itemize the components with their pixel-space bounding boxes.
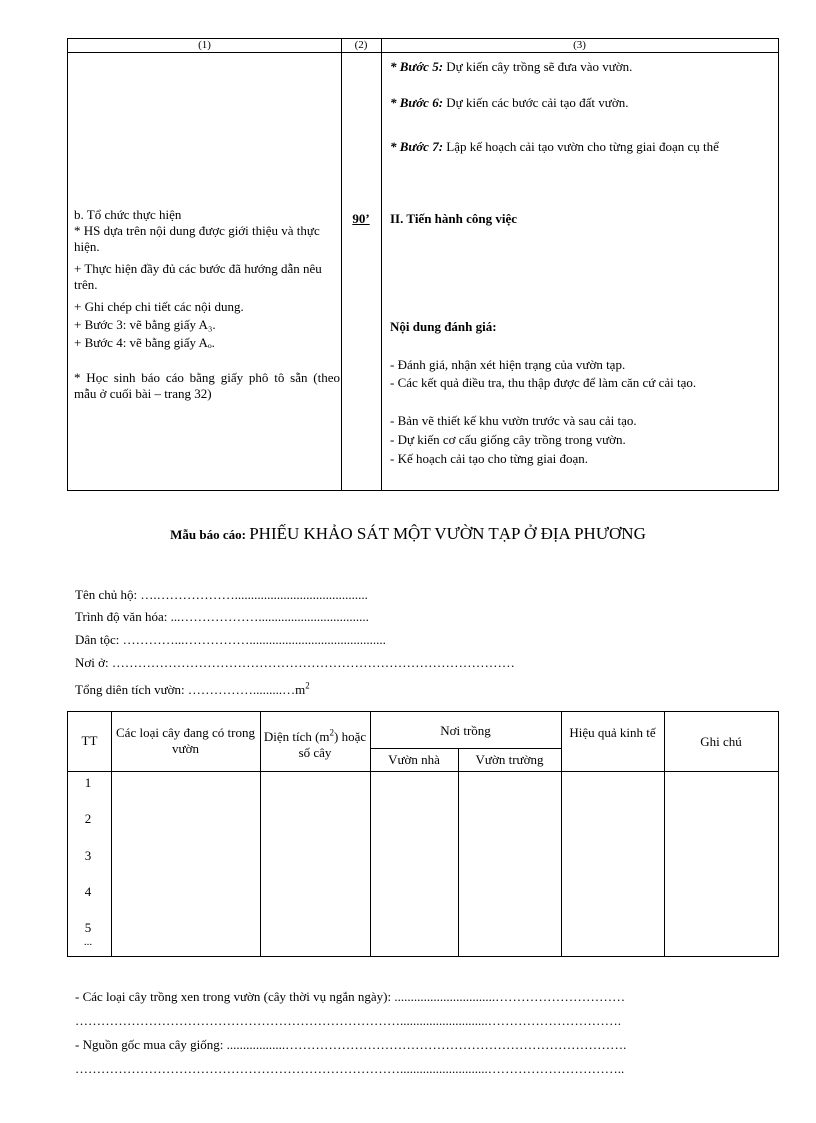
owner-name-field: Tên chủ hộ: ….………………......................................... — [75, 587, 368, 602]
evaluation-item: - Các kết quả điều tra, thu thập được để làm căn cứ cải tạo. — [390, 375, 697, 390]
report-title-main: PHIẾU KHẢO SÁT MỘT VƯỜN TẠP Ở ĐỊA PHƯƠNG — [249, 524, 646, 543]
header-economic-effect: Hiệu quả kinh tế — [569, 725, 656, 740]
row-number: 4 — [84, 884, 92, 899]
ethnicity-field: Dân tộc: …………...…………….......................................... — [75, 632, 386, 647]
evaluation-item: - Kế hoạch cải tạo cho từng giai đoạn. — [390, 451, 589, 466]
section-title: II. Tiến hành công việc — [390, 211, 518, 226]
evaluation-item: - Bản vẽ thiết kế khu vườn trước và sau cải tạo. — [390, 413, 637, 428]
report-note: * Học sinh báo cáo bằng giấy phô tô sẵn (theo mẫu ở cuối bài – trang 32) — [74, 370, 340, 401]
implementation-item: + Thực hiện đầy đủ các bước đã hướng dẫn nêu trên. — [74, 261, 322, 292]
step-7 — [390, 139, 762, 155]
header-plant-types: Các loại cây đang có trong vườn — [116, 725, 255, 756]
header-notes: Ghi chú — [700, 734, 742, 749]
column-divider — [458, 748, 459, 956]
header-subdivider — [370, 748, 561, 749]
survey-table — [67, 711, 779, 957]
implementation-item: + Bước 4: vẽ bằng giấy Aₒ. — [74, 335, 215, 350]
intercrop-line: - Các loại cây trồng xen trong vườn (cây thời vụ ngắn ngày): ...............................………………………… — [75, 989, 626, 1004]
step-text: Dự kiến các bước cải tạo đất vườn. — [443, 95, 629, 110]
evaluation-item: - Dự kiến cơ cấu giống cây trồng trong vườn. — [390, 432, 626, 447]
step-6 — [390, 95, 768, 111]
step-5 — [390, 59, 768, 75]
evaluation-item: - Đánh giá, nhận xét hiện trạng của vườn tạp. — [390, 357, 626, 372]
header-school-garden: Vườn trường — [475, 752, 544, 767]
evaluation-title: Nội dung đánh giá: — [390, 319, 497, 334]
implementation-item: + Ghi chép chi tiết các nội dung. — [74, 299, 244, 314]
activity-table — [67, 38, 779, 491]
implementation-item: + Bước 3: vẽ bằng giấy A₃. — [74, 317, 216, 332]
step-label: * Bước 7: — [390, 139, 444, 154]
address-field: Nơi ở: ………………………………………………………………………………… — [75, 655, 515, 670]
header-area: Diện tích $(m^2)$ hoặc số cây — [263, 728, 367, 761]
header-col-1: (1) — [198, 39, 211, 51]
header-planting-place: Nơi trồng — [440, 723, 491, 738]
column-divider — [381, 39, 382, 490]
seed-source-line: - Nguồn gốc mua cây giống: ..................……………………………………………………………………. — [75, 1037, 627, 1052]
garden-area-text: Tổng diên tích vườn: $\dots\dots\dots\dots\dots.........\dots m^2$ — [75, 681, 310, 698]
header-divider — [68, 52, 778, 53]
step-text: Lập kế hoạch cải tạo vườn cho từng giai đoạn cụ thể — [443, 139, 719, 154]
row-number: ... — [83, 936, 93, 948]
header-home-garden: Vườn nhà — [388, 752, 440, 767]
fill-line: …………………………………………………………………...........................…………………………. — [75, 1013, 621, 1028]
education-field: Trình độ văn hóa: ...……………….................................. — [75, 609, 369, 624]
hs-note: * HS dựa trên nội dung được giới thiệu và thực hiện. — [74, 223, 320, 254]
header-bottom-line — [68, 771, 778, 772]
implementation-heading: b. Tổ chức thực hiện — [74, 207, 182, 222]
header-tt: TT — [81, 733, 98, 748]
step-label: * Bước 5: — [390, 59, 444, 74]
step-text: Dự kiến cây trồng sẽ đưa vào vườn. — [443, 59, 633, 74]
column-divider — [341, 39, 342, 490]
report-title-prefix: Mẫu báo cáo: — [170, 527, 250, 542]
time-duration: 90’ — [352, 211, 370, 226]
report-title — [0, 524, 816, 544]
fill-line: …………………………………………………………………...........................………………………….. — [75, 1061, 625, 1076]
row-number: 5 — [84, 920, 92, 935]
header-col-3: (3) — [573, 39, 586, 51]
step-label: * Bước 6: — [390, 95, 444, 110]
garden-area-field — [75, 678, 310, 698]
row-number: 1 — [84, 775, 92, 790]
header-col-2: (2) — [354, 39, 368, 51]
row-number: 3 — [84, 848, 92, 863]
column-divider — [561, 712, 562, 956]
row-number: 2 — [84, 811, 92, 826]
